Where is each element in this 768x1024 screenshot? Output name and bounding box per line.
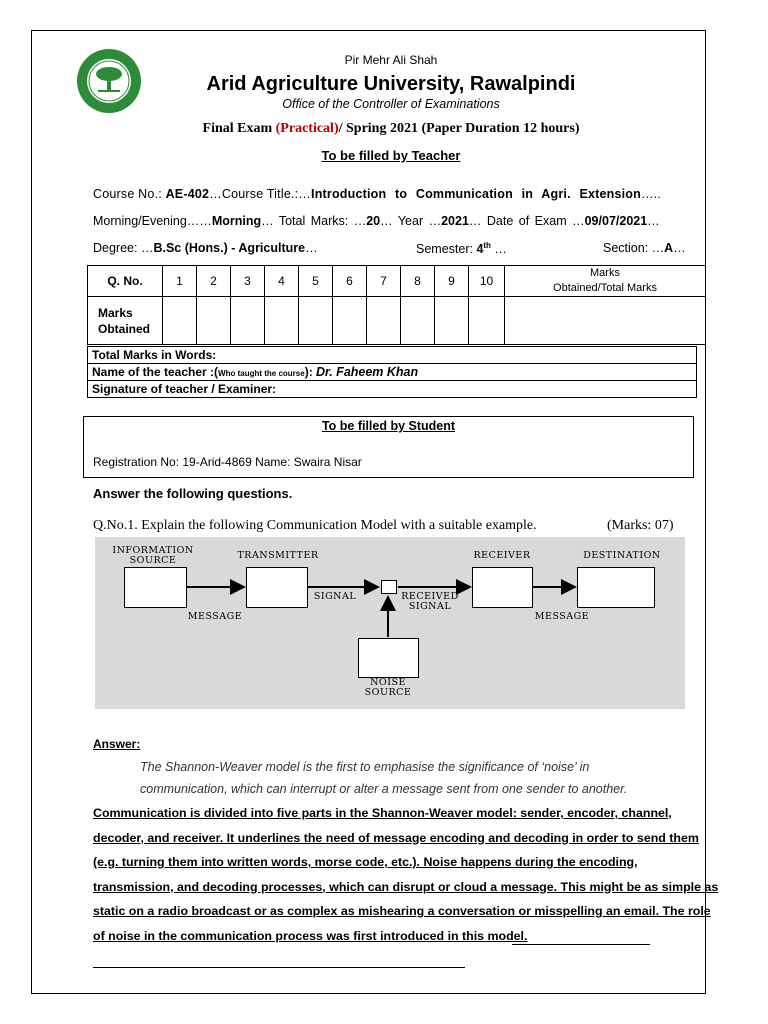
- section-end: …: [673, 241, 686, 255]
- course-title: Introduction to Communication in Agri. Extension: [311, 187, 641, 201]
- marks-cell[interactable]: [469, 297, 505, 345]
- teacher-close: ):: [304, 365, 317, 379]
- marks-cell[interactable]: [265, 297, 299, 345]
- section: [603, 241, 686, 255]
- label-information-source: [103, 546, 203, 566]
- answer-paragraph: [93, 806, 719, 953]
- qno-header: Q. No.: [88, 266, 163, 297]
- semester: [416, 241, 507, 256]
- course-no: AE-402: [165, 187, 210, 201]
- label-noise-source: [348, 678, 428, 698]
- marks-obtained-label: [88, 297, 163, 345]
- instructions: Answer the following questions.: [93, 486, 293, 501]
- q-header: 5: [299, 266, 333, 297]
- transmitter-box: [246, 567, 308, 608]
- q-header: 4: [265, 266, 299, 297]
- name-label: Name:: [251, 455, 294, 469]
- signature-row: Signature of teacher / Examiner:: [88, 381, 697, 398]
- q-header: 10: [469, 266, 505, 297]
- year: 2021: [441, 214, 469, 228]
- shift: Morning: [211, 214, 262, 228]
- q-header: 2: [197, 266, 231, 297]
- exam-type: (Practical): [275, 121, 339, 136]
- semester-end: …: [490, 242, 507, 257]
- teacher-section-heading: To be filled by Teacher: [321, 148, 461, 163]
- question-marks: (Marks: 07): [607, 518, 674, 533]
- answer-line-tail: [512, 944, 650, 945]
- teacher-small: Who taught the course: [218, 369, 305, 378]
- q-header: 8: [401, 266, 435, 297]
- teacher-info-table: [87, 346, 697, 398]
- reg-no: 19-Arid-4869: [182, 455, 252, 469]
- marks-cell[interactable]: [231, 297, 265, 345]
- course-row: [93, 187, 661, 201]
- student-section-heading: To be filled by Student: [321, 419, 456, 433]
- total-marks: 20: [366, 214, 381, 228]
- answer-quote-line: communication, which can interrupt or alter a message sent from one sender to another.: [140, 782, 628, 796]
- label-transmitter: TRANSMITTER: [237, 550, 319, 561]
- answer-line: of noise in the communication process was first introduced in this model.: [93, 928, 528, 943]
- q-header: 7: [367, 266, 401, 297]
- marks-label-line1: Marks: [98, 305, 133, 320]
- answer-heading: Answer:: [93, 737, 141, 751]
- semester-sup: th: [483, 241, 491, 250]
- answer-line: decoder, and receiver. It underlines the need of message encoding and decoding in order to send them: [93, 830, 699, 845]
- degree-label: Degree: …: [93, 241, 154, 255]
- marks-total-header: [505, 266, 706, 297]
- registration-row: [93, 455, 362, 469]
- exam-info-row: [93, 214, 660, 228]
- label-noise-1: NOISE: [370, 677, 406, 688]
- year-label: … Year …: [380, 214, 442, 228]
- marks-col-line2: Obtained/Total Marks: [553, 282, 657, 294]
- total-marks-words: Total Marks in Words:: [88, 347, 697, 364]
- marks-cell[interactable]: [163, 297, 197, 345]
- label-received-1: RECEIVED: [401, 591, 459, 602]
- marks-cell[interactable]: [435, 297, 469, 345]
- student-box: [83, 416, 694, 478]
- total-marks-label: … Total Marks: …: [261, 214, 367, 228]
- teacher-name: Dr. Faheem Khan: [316, 365, 419, 379]
- degree: B.Sc (Hons.) - Agriculture: [153, 241, 306, 255]
- marks-cell[interactable]: [333, 297, 367, 345]
- reg-label: Registration No:: [93, 455, 183, 469]
- semester-value: 4: [476, 242, 484, 257]
- semester-label: Semester:: [416, 242, 477, 257]
- exam-suffix: / Spring 2021 (Paper Duration 12 hours): [338, 121, 580, 136]
- shift-label: Morning/Evening……: [93, 214, 212, 228]
- label-noise-2: SOURCE: [364, 687, 412, 698]
- degree-row: [93, 241, 318, 255]
- marks-cell[interactable]: [299, 297, 333, 345]
- course-title-end: …..: [640, 187, 662, 201]
- label-message-left: MESSAGE: [187, 611, 243, 622]
- answer-line: static on a radio broadcast or as complex as mishearing a conversation or misspelling an email. The role: [93, 904, 711, 918]
- destination-box: [577, 567, 655, 608]
- marks-cell[interactable]: [367, 297, 401, 345]
- answer-line: Communication is divided into five parts in the Shannon-Weaver model: sender, encoder, channel,: [93, 806, 672, 820]
- marks-cell[interactable]: [401, 297, 435, 345]
- section-value: A: [664, 241, 674, 255]
- shannon-weaver-diagram: [95, 537, 685, 709]
- label-message-right: MESSAGE: [534, 611, 590, 622]
- label-info-2: SOURCE: [129, 555, 177, 566]
- student-name: Swaira Nisar: [293, 455, 362, 469]
- teacher-label: Name of the teacher :(: [92, 365, 219, 379]
- marks-table: [87, 265, 706, 345]
- label-signal: SIGNAL: [313, 591, 357, 602]
- course-title-label: …Course Title.:…: [209, 187, 312, 201]
- marks-total-cell[interactable]: [505, 297, 706, 345]
- noise-source-box: [358, 638, 419, 678]
- q-header: 3: [231, 266, 265, 297]
- question-text: Q.No.1. Explain the following Communication Model with a suitable example.: [93, 518, 537, 533]
- label-received-signal: [395, 592, 465, 612]
- teacher-name-row: [88, 364, 697, 381]
- date-end: …: [647, 214, 660, 228]
- section-label: Section: …: [603, 241, 665, 255]
- label-destination: DESTINATION: [583, 550, 661, 561]
- receiver-box: [472, 567, 533, 608]
- institution-prefix: Pir Mehr Ali Shah: [344, 53, 438, 67]
- q-header: 9: [435, 266, 469, 297]
- marks-col-line1: Marks: [590, 267, 620, 279]
- label-info-1: INFORMATION: [112, 545, 194, 556]
- exam-prefix: Final Exam: [202, 121, 276, 136]
- date-label: … Date of Exam …: [468, 214, 585, 228]
- answer-blank-line: [93, 967, 465, 968]
- label-receiver: RECEIVER: [473, 550, 531, 561]
- office-name: Office of the Controller of Examinations: [282, 97, 500, 111]
- answer-quote-line: The Shannon-Weaver model is the first to emphasise the significance of ‘noise’ in: [140, 760, 590, 774]
- q-header: 1: [163, 266, 197, 297]
- degree-end: …: [305, 241, 318, 255]
- marks-cell[interactable]: [197, 297, 231, 345]
- answer-line: (e.g. turning them into written words, morse code, etc.). Noise happens during the encoding,: [93, 855, 638, 869]
- answer-line: transmission, and decoding processes, which can disrupt or cloud a message. This might be as simple as: [93, 879, 719, 894]
- exam-title: [31, 121, 751, 137]
- label-received-2: SIGNAL: [408, 601, 452, 612]
- university-name: Arid Agriculture University, Rawalpindi: [206, 73, 576, 95]
- information-source-box: [124, 567, 187, 608]
- exam-date: 09/07/2021: [584, 214, 648, 228]
- course-no-label: Course No.:: [93, 187, 166, 201]
- marks-label-line2: Obtained: [98, 321, 151, 336]
- q-header: 6: [333, 266, 367, 297]
